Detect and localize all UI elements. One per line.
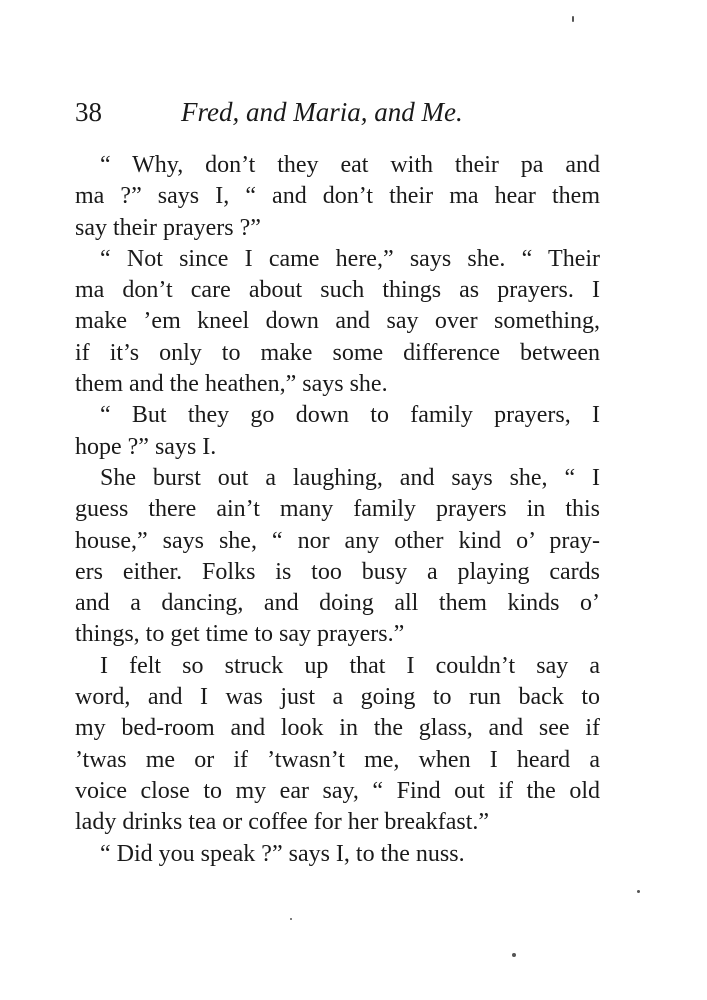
text-line: ’twas me or if ’twasn’t me, when I heard a — [75, 746, 600, 773]
text-line: “ Not since I came here,” says she. “ Their — [100, 245, 600, 272]
body-text — [75, 150, 600, 870]
text-line: make ’em kneel down and say over something, — [75, 308, 600, 335]
text-line: them and the heathen,” says she. — [75, 371, 388, 398]
text-line: guess there ain’t many family prayers in this — [75, 496, 600, 523]
text-line: my bed-room and look in the glass, and see if — [75, 715, 600, 742]
text-line: if it’s only to make some difference between — [75, 339, 600, 366]
page-number: 38 — [75, 97, 102, 127]
text-line: I felt so struck up that I couldn’t say a — [100, 652, 600, 679]
text-line: word, and I was just a going to run back to — [75, 684, 600, 711]
text-line: She burst out a laughing, and says she, “ I — [100, 464, 600, 491]
scan-speck — [290, 918, 292, 920]
text-line: ma don’t care about such things as prayers. I — [75, 277, 600, 304]
text-line: ers either. Folks is too busy a playing cards — [75, 558, 600, 585]
text-line: house,” says she, “ nor any other kind o’ pray- — [75, 527, 600, 554]
text-line: voice close to my ear say, “ Find out if the old — [75, 777, 600, 804]
text-line: “ Why, don’t they eat with their pa and — [100, 152, 600, 178]
text-line: hope ?” says I. — [75, 433, 217, 460]
running-title: Fred, and Maria, and Me. — [181, 97, 463, 127]
scan-speck — [512, 953, 516, 957]
text-line: ma ?” says I, “ and don’t their ma hear them — [75, 183, 600, 210]
text-line: “ But they go down to family prayers, I — [100, 402, 600, 429]
page-header — [75, 92, 635, 132]
scan-speck — [572, 16, 574, 22]
text-line: and a dancing, and doing all them kinds o’ — [75, 590, 600, 617]
text-line: lady drinks tea or coffee for her breakfast.” — [75, 809, 490, 836]
text-line: say their prayers ?” — [75, 214, 261, 241]
text-line: things, to get time to say prayers.” — [75, 621, 405, 648]
scan-speck — [637, 890, 640, 893]
text-line: “ Did you speak ?” says I, to the nuss. — [100, 840, 465, 867]
